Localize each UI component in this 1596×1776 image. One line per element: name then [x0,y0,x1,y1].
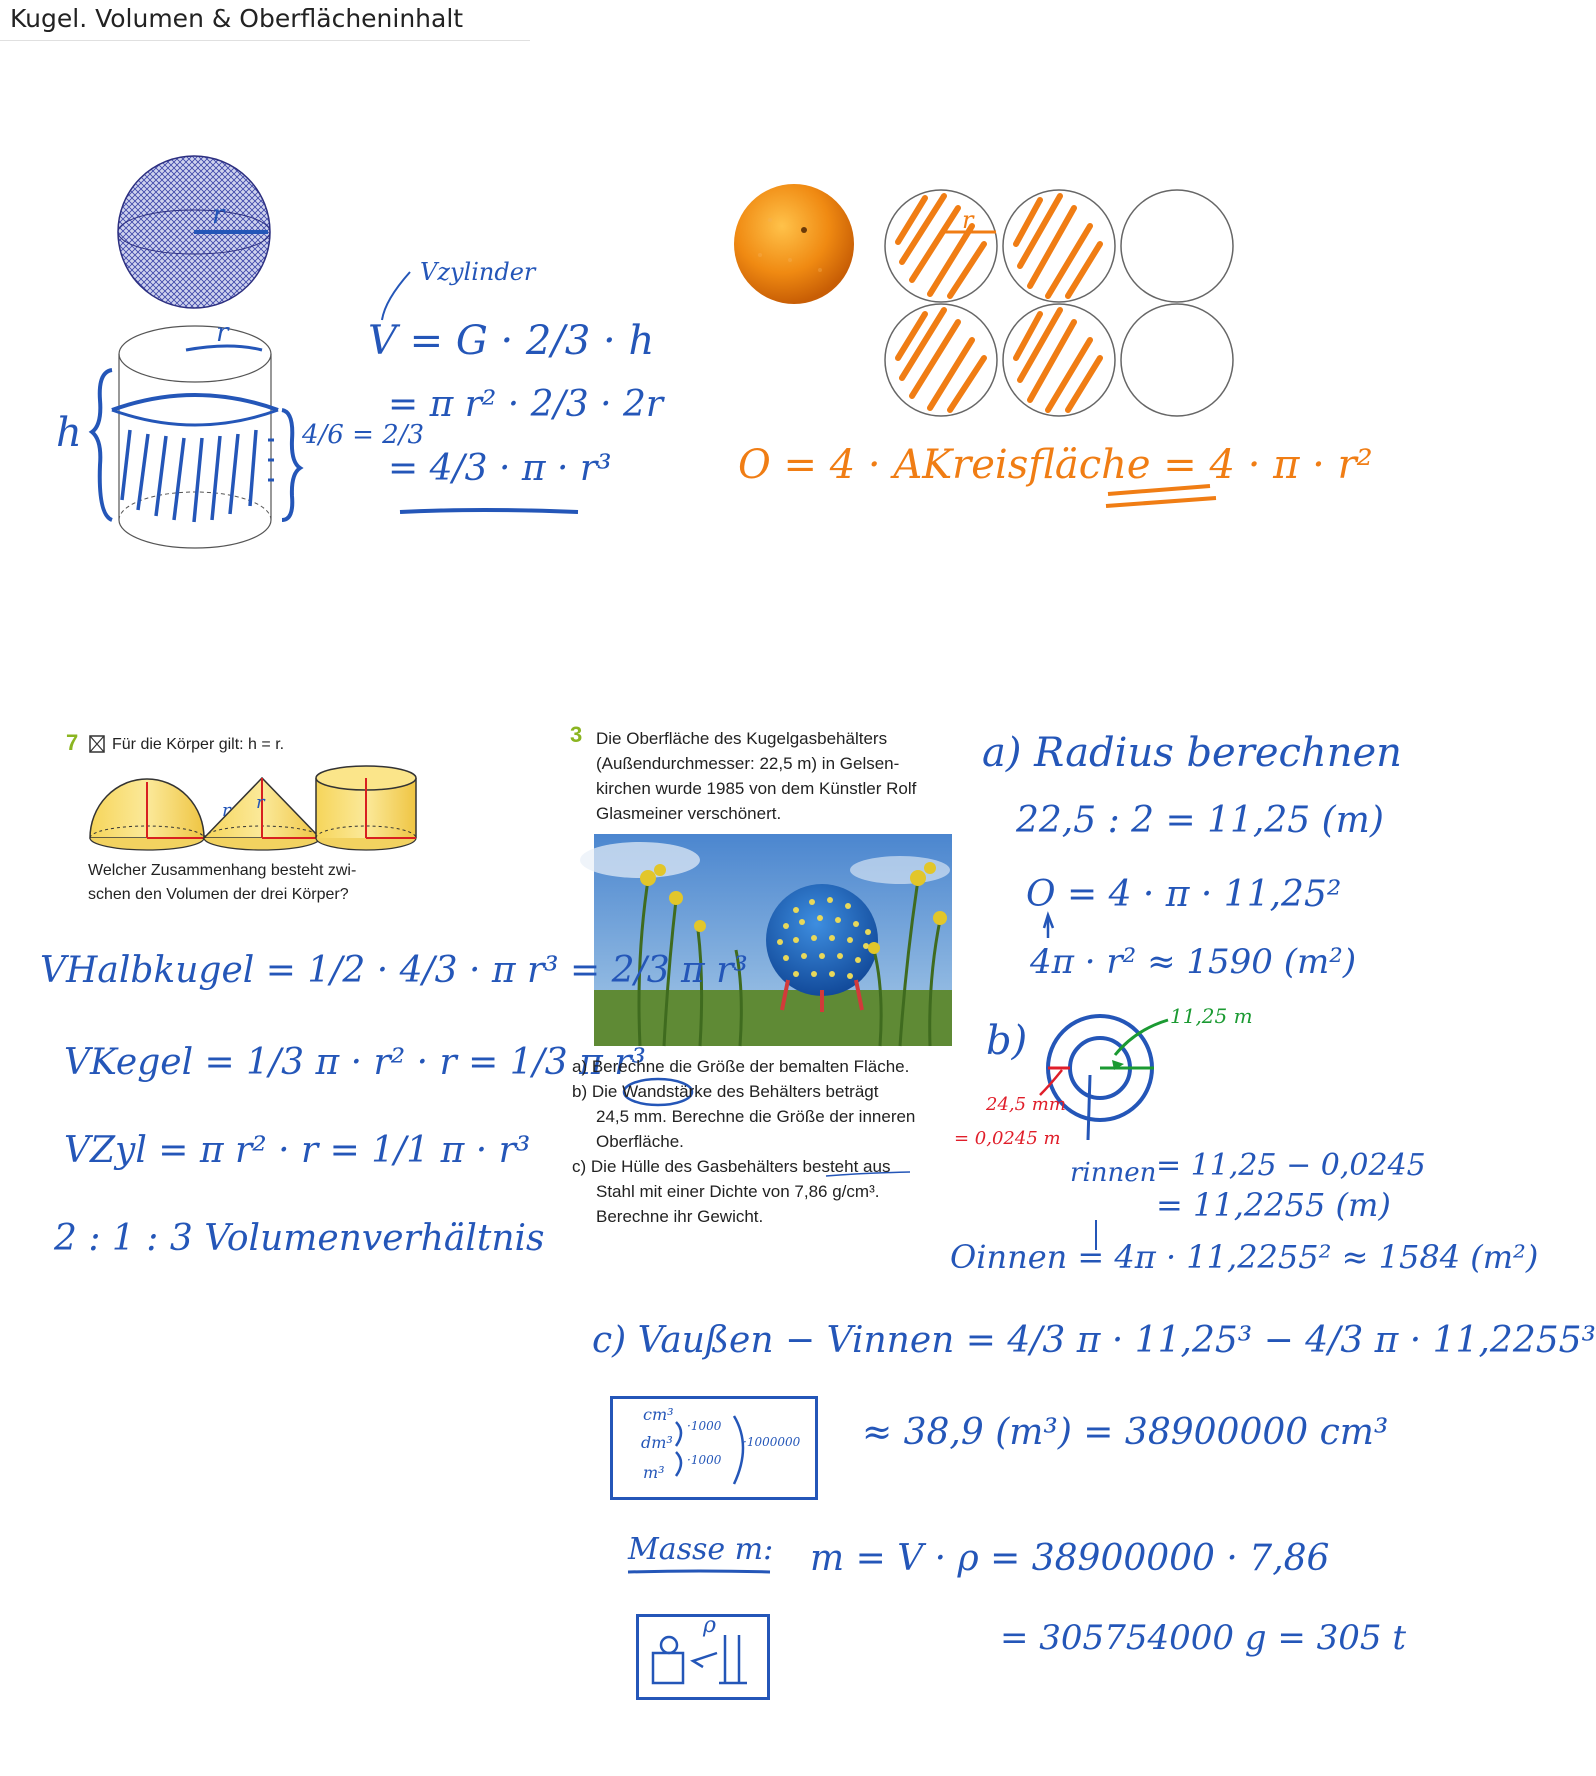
exercise-7-question-1: Welcher Zusammenhang besteht zwi- [88,862,357,879]
conv-factor-2: ·1000 [687,1453,722,1467]
conv-m-label: m³ [643,1463,665,1482]
circle-radius-label: r [962,206,974,234]
exercise-3-task-a: a) Berechne die Größe der bemalten Fläche. [572,1057,910,1076]
cylinder-radius-label: r [216,318,229,348]
density-symbol-box [636,1614,770,1700]
volume-hemisphere-line: VHalbkugel = 1/2 · 4/3 · π r³ = 2/3 π r³ [40,950,748,991]
exercise-3-intro-1: Die Oberfläche des Kugelgasbehälters [596,729,888,748]
exercise-3-intro-3: kirchen wurde 1985 von dem Künstler Rolf [596,779,917,798]
r-inner-line2: = 11,2255 (m) [1156,1186,1391,1224]
conv-factor-total: ·1000000 [743,1435,801,1449]
volume-cylinder-line: VZyl = π r² · r = 1/1 π · r³ [64,1130,531,1171]
exercise-3-task-b1: b) Die Wandstärke des Behälters beträgt [572,1082,879,1101]
r-inner-label: rinnen [1070,1158,1157,1188]
rho-symbol: ρ [703,1613,716,1638]
exercise-7-header: Für die Körper gilt: h = r. [112,736,285,753]
v-zylinder-annotation: Vzylinder [420,258,536,286]
outer-radius-label: 11,25 m [1170,1004,1253,1028]
exercise-3-task-b3: Oberfläche. [596,1132,684,1151]
solution-b-label: b) [986,1018,1028,1064]
conv-cm-label: cm³ [643,1405,674,1424]
checkbox-icon [90,736,104,752]
wall-thickness-m: = 0,0245 m [954,1128,1061,1149]
orange-figure [734,184,854,304]
solution-a-title: a) Radius berechnen [982,730,1402,776]
conv-factor-1: ·1000 [687,1419,722,1433]
volume-formula-line3: = 4/3 · π · r³ [388,448,612,489]
unit-conversion-box [610,1396,818,1500]
surface-formula: O = 4 · AKreisfläche = 4 · π · r² [738,442,1373,488]
exercise-3-task-c3: Berechne ihr Gewicht. [596,1207,764,1226]
sphere-radius-label: r [212,200,225,230]
volume-ratio-line: 2 : 1 : 3 Volumenverhältnis [54,1218,545,1259]
hemisphere-solid [90,779,204,850]
mass-line2: = 305754000 g = 305 t [1000,1618,1407,1658]
four-circles-figure [885,190,1233,416]
volume-formula-line1: V = G · 2/3 · h [368,318,655,364]
orange-hatching [898,196,1100,410]
exercise-3-task-b2: 24,5 mm. Berechne die Größe der inneren [596,1107,916,1126]
mass-line1: m = V · ρ = 38900000 · 7,86 [810,1538,1330,1579]
r-inner-line1: = 11,25 − 0,0245 [1156,1148,1426,1183]
mass-label: Masse m: [628,1532,774,1567]
exercise-3-number: 3 [570,722,583,747]
solution-c-line2: ≈ 38,9 (m³) = 38900000 cm³ [862,1412,1389,1453]
volume-formula-line2: = π r² · 2/3 · 2r [388,384,664,425]
solution-a-line1: 22,5 : 2 = 11,25 (m) [1016,800,1384,841]
wall-thickness-mm: 24,5 mm [986,1094,1066,1115]
exercise-3-task-c1: c) Die Hülle des Gasbehälters besteht aus [572,1157,891,1176]
height-label: h [56,410,82,456]
solution-c-line1: c) Vaußen − Vinnen = 4/3 π · 11,25³ − 4/3 π · 11,2255³ [592,1320,1596,1361]
exercise-7-number: 7 [66,730,79,755]
exercise-3-intro-2: (Außendurchmesser: 22,5 m) in Gelsen- [596,754,900,773]
orange-formula-underline [1106,486,1216,506]
fraction-side-label: 4/6 = 2/3 [302,420,425,450]
exercise-7-question-2: schen den Volumen der drei Körper? [88,886,349,903]
volume-cone-line: VKegel = 1/3 π · r² · r = 1/3 π r³ [64,1042,646,1083]
cylinder-solid [316,766,416,850]
solution-a-line3: 4π · r² ≈ 1590 (m²) [1030,942,1357,982]
cone-radius-label-2: r [256,792,265,813]
gas-tank-photo [580,834,952,1046]
solution-a-line2: O = 4 · π · 11,25² [1026,874,1342,915]
sphere-figure [118,156,270,308]
exercise-3-task-c2: Stahl mit einer Dichte von 7,86 g/cm³. [596,1182,880,1201]
conv-dm-label: dm³ [641,1433,673,1452]
exercise-3-intro-4: Glasmeiner verschönert. [596,804,782,823]
o-inner-line: Oinnen = 4π · 11,2255² ≈ 1584 (m²) [950,1238,1539,1276]
page-title: Kugel. Volumen & Oberflächeninhalt [10,4,464,33]
cone-radius-label-1: r [222,800,231,821]
